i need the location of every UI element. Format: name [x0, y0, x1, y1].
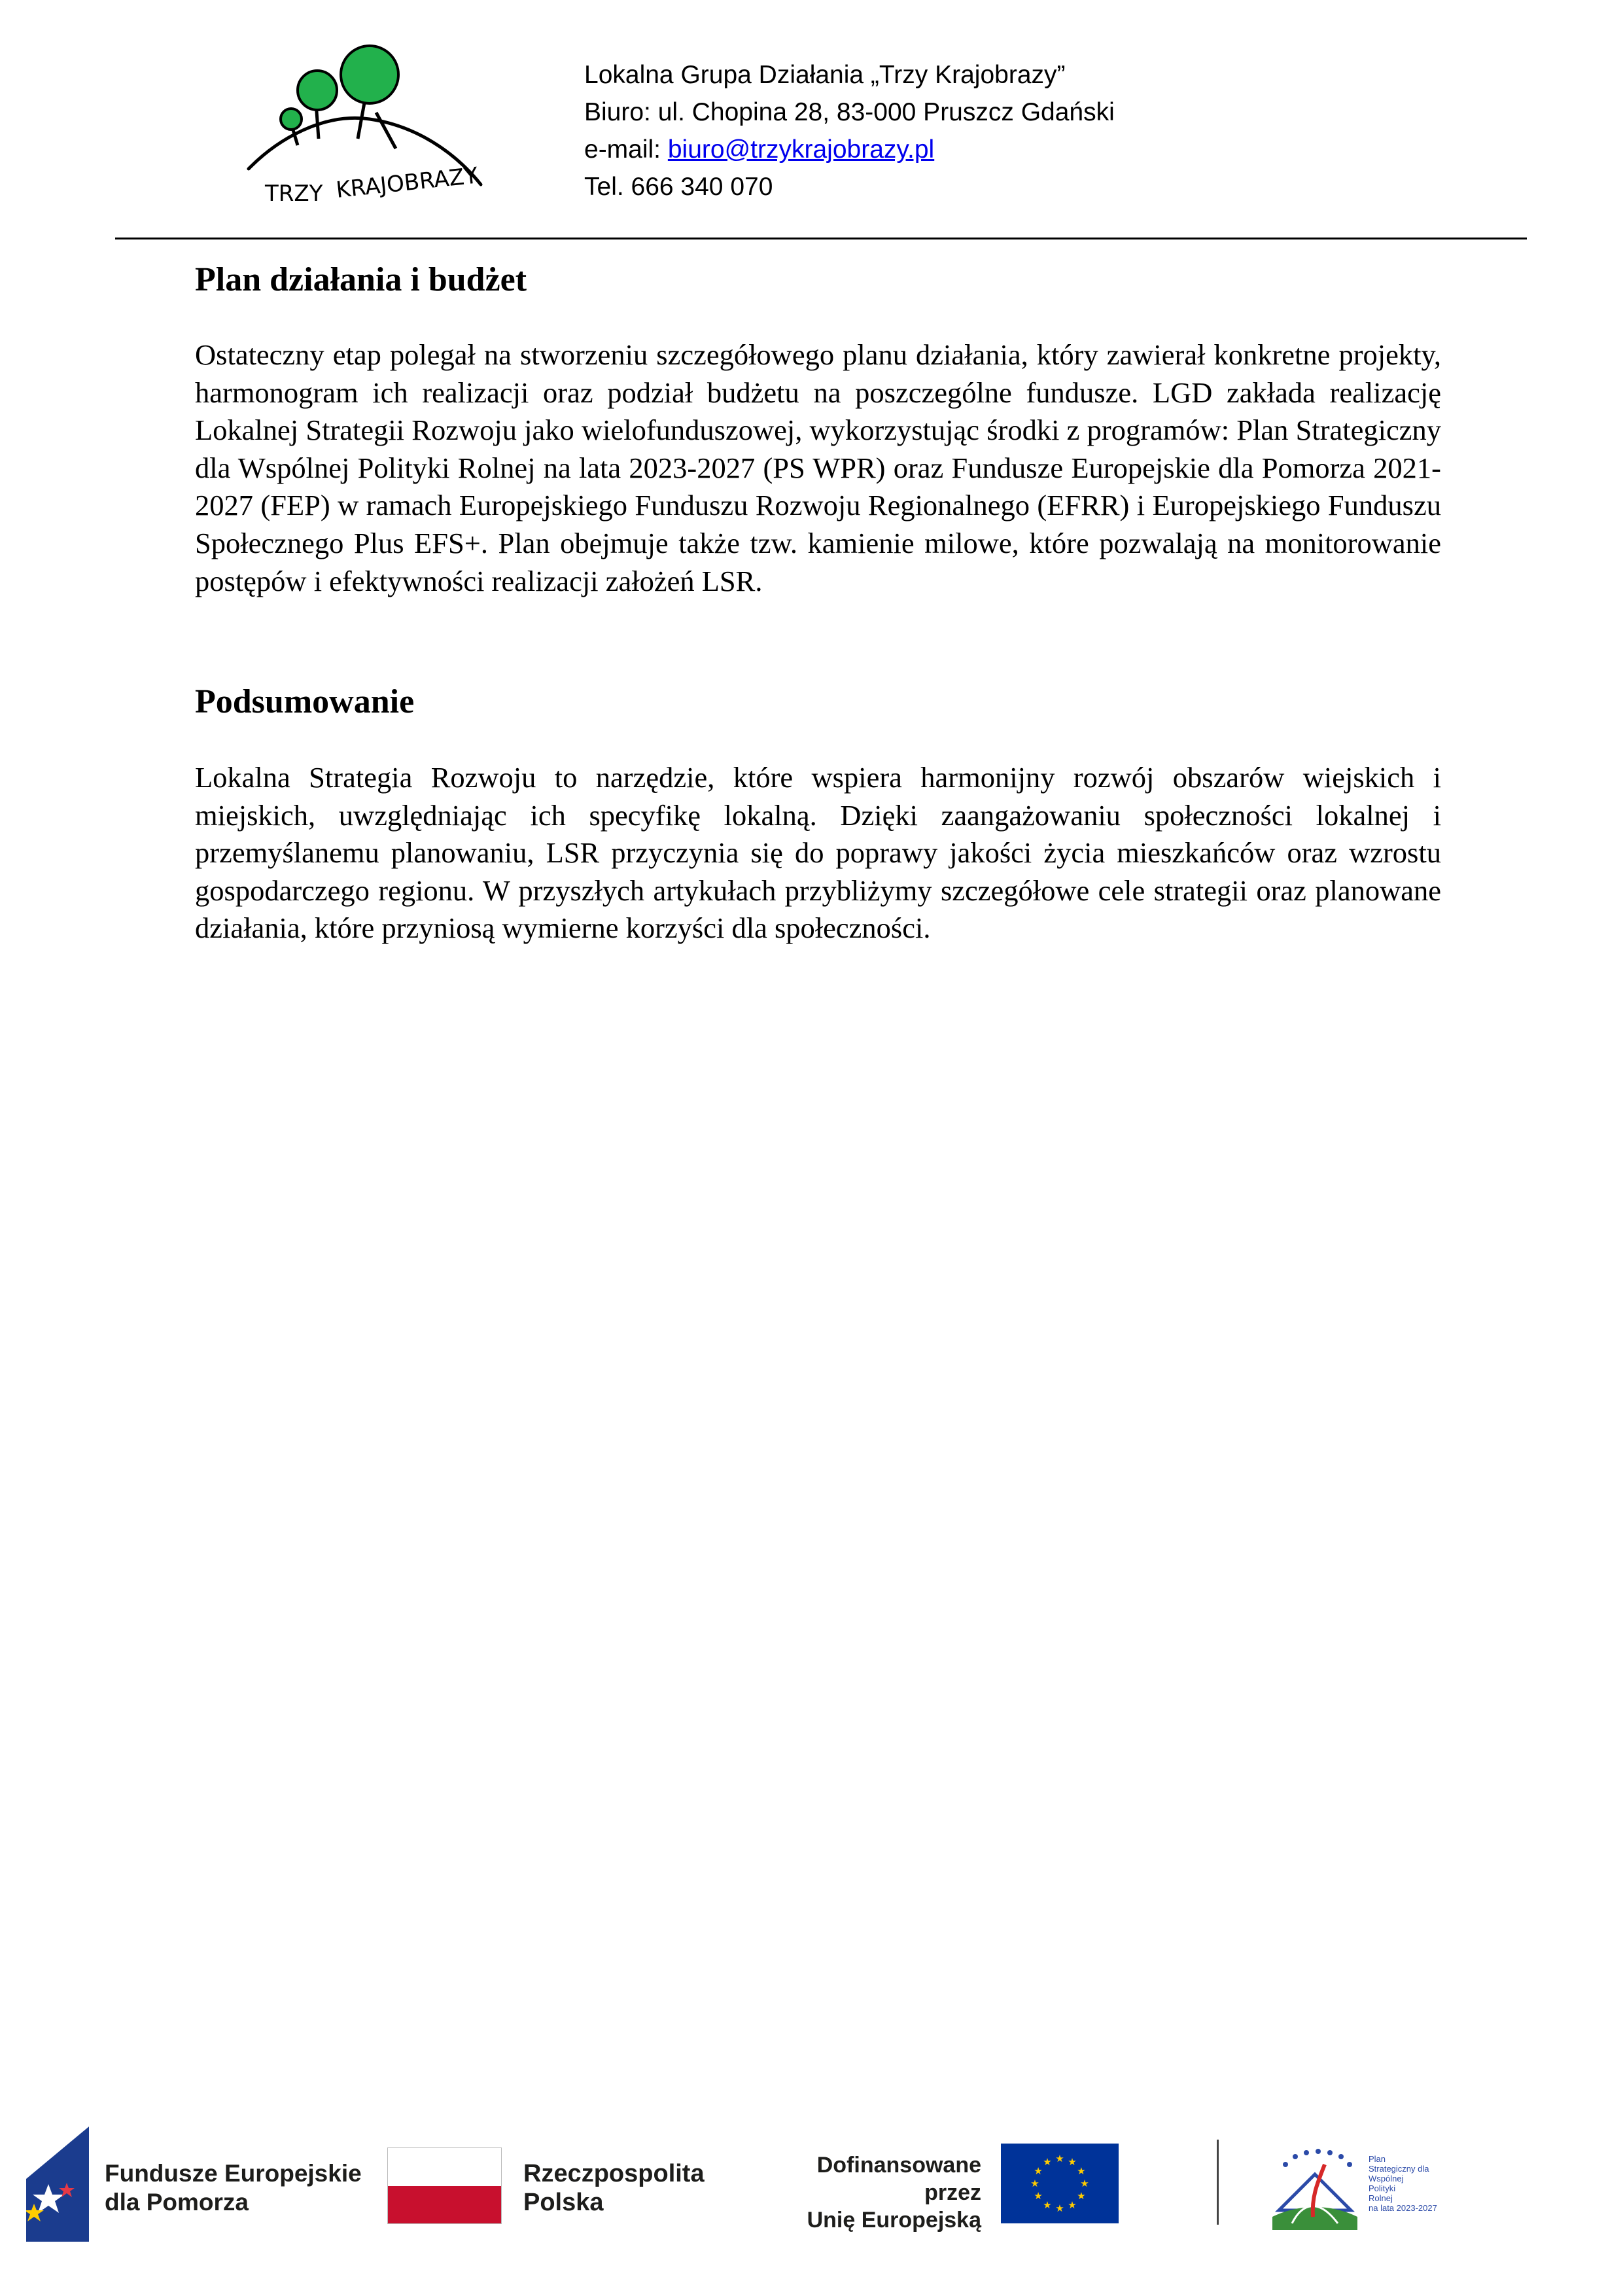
header-divider [115, 238, 1527, 239]
eu-star-icon: ★ [1077, 2165, 1086, 2177]
eu-star-icon: ★ [1030, 2178, 1039, 2189]
eu-star-icon: ★ [1055, 2153, 1064, 2164]
poland-flag-icon [387, 2147, 502, 2224]
fundusze-europejskie-icon [26, 2127, 89, 2242]
fe-line-2: dla Pomorza [105, 2189, 249, 2216]
eu-star-icon: ★ [1077, 2190, 1086, 2202]
footer-divider [1217, 2140, 1219, 2225]
email-line [584, 131, 1115, 168]
eu-flag-icon [1001, 2144, 1119, 2223]
eu-star-icon: ★ [1068, 2199, 1077, 2211]
psw-line-3: Wspólnej [1369, 2174, 1404, 2183]
psw-line-5: Rolnej [1369, 2193, 1393, 2203]
contact-block [584, 56, 1115, 205]
fundusze-europejskie-label [105, 2159, 362, 2217]
eu-star-icon: ★ [1034, 2165, 1043, 2177]
ps-wpr-icon [1266, 2138, 1364, 2236]
psw-line-2: Strategiczny dla [1369, 2164, 1429, 2174]
section-body-summary: Lokalna Strategia Rozwoju to narzędzie, które wspiera harmonijny rozwój obszarów wiejskich i miejskich, uwzględniając ich specyfikę lokalną. Dzięki zaangażowaniu społeczności lokalnej i przemyślanemu planowaniu, LSR przyczynia się do poprawy jakości życia mieszkańców oraz wzrostu gospodarczego regionu. W przyszłych artykułach przybliżymy szczegółowe cele strategii oraz planowane działania, które przyniosą wymierne korzyści dla społeczności. [195, 761, 1441, 945]
trzy-krajobrazy-logo [245, 41, 507, 230]
email-label: e-mail: [584, 135, 668, 164]
section-body-plan: Ostateczny etap polegał na stworzeniu szczegółowego planu działania, który zawierał konkretne projekty, harmonogram ich realizacji oraz podział budżetu na poszczególne fundusze. LGD zakłada realizację Lokalnej Strategii Rozwoju jako wielofunduszowej, wykorzystując środki z programów: Plan Strategiczny dla Wspólnej Polityki Rolnej na lata 2023-2027 (PS WPR) oraz Fundusze Europejskie dla Pomorza 2021-2027 (FEP) w ramach Europejskiego Funduszu Rozwoju Regionalnego (EFRR) i Europejskiego Funduszu Społecznego Plus EFS+. Plan obejmuje także tzw. kamienie milowe, które pozwalają na monitorowanie postępów i efektywności realizacji założeń LSR. [195, 338, 1441, 597]
eu-star-icon: ★ [1043, 2156, 1052, 2168]
org-name: Lokalna Grupa Działania „Trzy Krajobrazy” [584, 61, 1066, 89]
eu-star-icon: ★ [1068, 2156, 1077, 2168]
eu-line-1: Dofinansowane przez [816, 2153, 981, 2205]
eu-line-2: Unię Europejską [807, 2208, 981, 2233]
eu-star-icon: ★ [1034, 2190, 1043, 2202]
eu-star-icon: ★ [1043, 2199, 1052, 2211]
funding-logos-bar [0, 2120, 1623, 2251]
psw-line-1: Plan [1369, 2154, 1386, 2164]
fe-line-1: Fundusze Europejskie [105, 2160, 362, 2187]
pl-line-1: Rzeczpospolita [523, 2160, 705, 2187]
svg-text:KRAJOBRAZY: KRAJOBRAZY [334, 162, 480, 203]
section-title-summary: Podsumowanie [195, 683, 415, 720]
svg-text:TRZY: TRZY [265, 181, 323, 207]
office-address: Biuro: ul. Chopina 28, 83-000 Pruszcz Gdański [584, 98, 1115, 126]
rzeczpospolita-polska-label [523, 2159, 705, 2217]
eu-star-icon: ★ [1080, 2178, 1089, 2189]
eu-star-icon: ★ [1055, 2202, 1064, 2214]
phone-number: Tel. 666 340 070 [584, 173, 773, 201]
email-link[interactable]: biuro@trzykrajobrazy.pl [667, 135, 935, 164]
pl-line-2: Polska [523, 2189, 604, 2216]
psw-line-6: na lata 2023-2027 [1369, 2203, 1437, 2213]
dofinansowane-ue-label [759, 2151, 981, 2234]
psw-line-4: Polityki [1369, 2183, 1396, 2193]
section-title-plan: Plan działania i budżet [195, 261, 527, 298]
ps-wpr-label [1369, 2154, 1437, 2213]
